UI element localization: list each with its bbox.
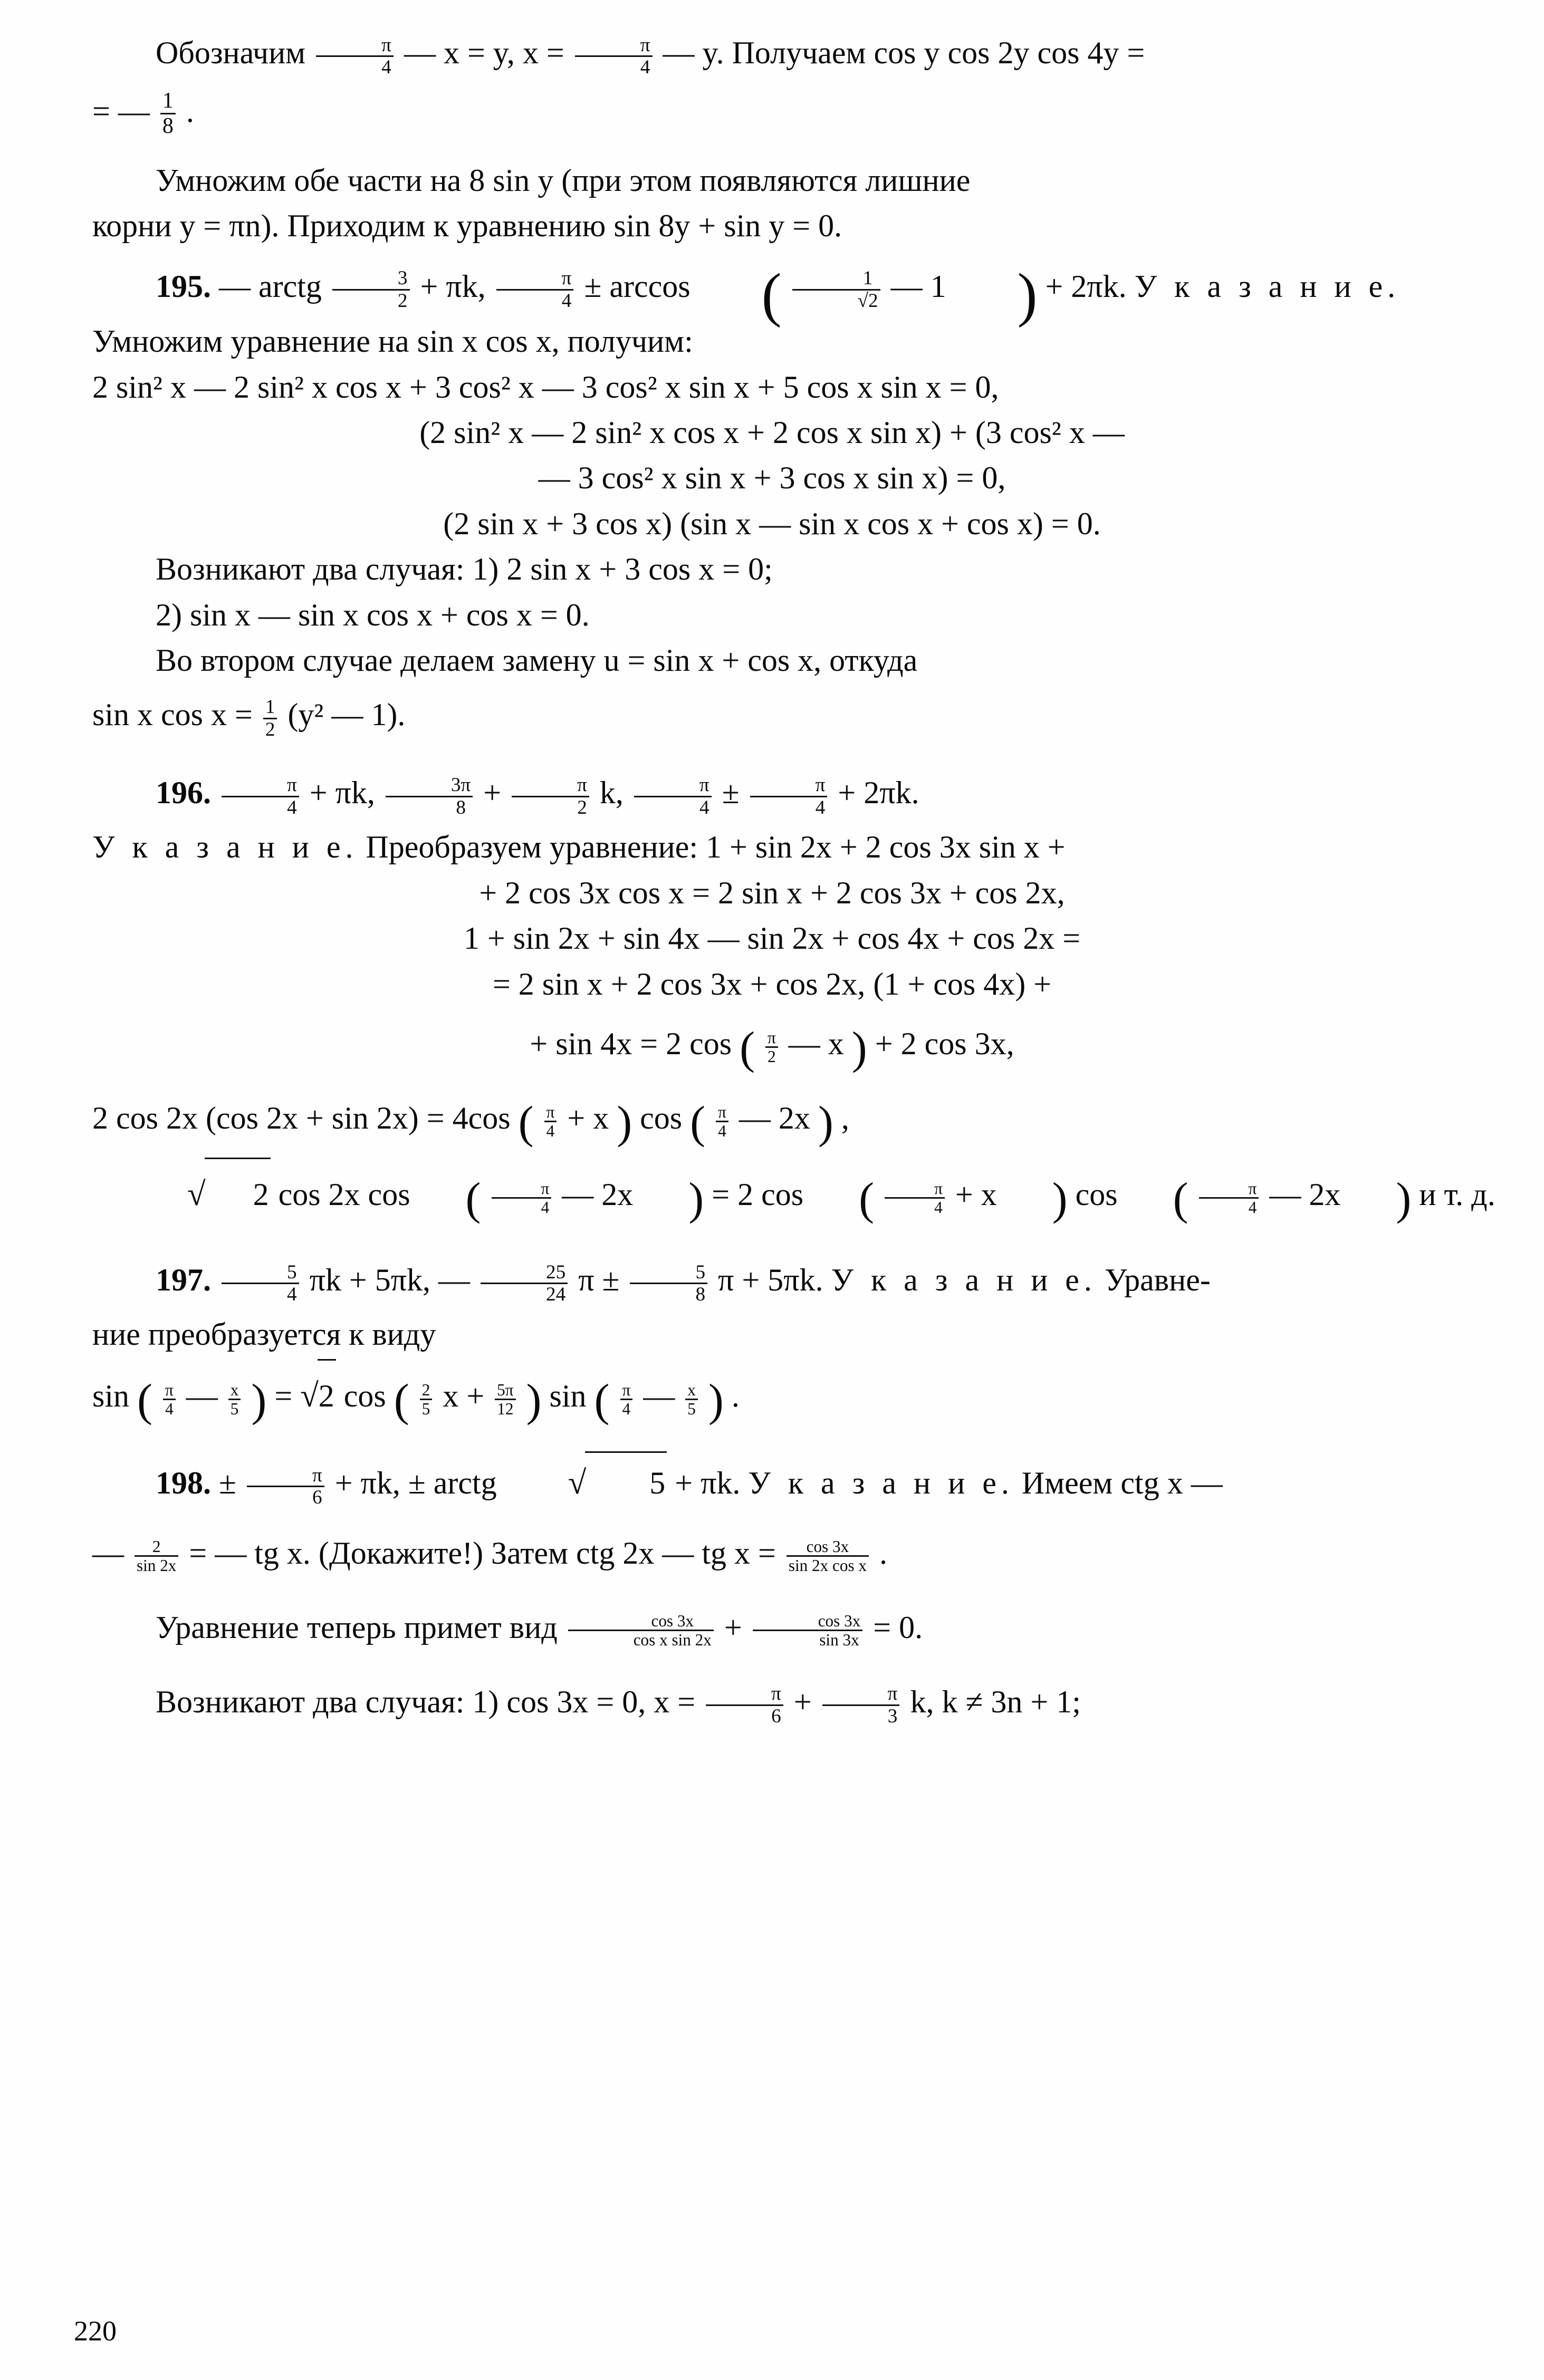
- paren-open: (: [690, 1096, 706, 1148]
- fraction-pi-4-f: [750, 775, 828, 818]
- fraction-one-half: [263, 697, 277, 740]
- text-fragment: Уравнение теперь примет вид: [156, 1610, 558, 1645]
- fraction-denominator: 12: [497, 1400, 514, 1419]
- fraction-numerator: π: [706, 1683, 783, 1705]
- fraction-numerator: π: [163, 1381, 176, 1400]
- equation-195-3: [92, 457, 1452, 499]
- fraction-pi-4-b: [575, 35, 653, 78]
- text-fragment: = — tg x. (Докажите!) Затем ctg 2x — tg x =: [189, 1535, 776, 1570]
- fraction-denominator: 4: [699, 796, 709, 818]
- fraction-denominator: 4: [546, 1121, 555, 1140]
- hint-label-195: У к а з а н и е.: [1134, 268, 1401, 304]
- text-fragment: ± arccos: [584, 268, 691, 304]
- fraction-pi-2-b: [765, 1029, 778, 1065]
- paragraph-intro-1: [92, 32, 1452, 78]
- fraction-numerator: 1: [160, 89, 176, 114]
- text-fragment: πk + 5πk,: [309, 1262, 431, 1297]
- fraction-numerator: π: [822, 1683, 900, 1705]
- answer-number-197: 197.: [156, 1262, 211, 1297]
- equation-196-4: [92, 1008, 1452, 1080]
- fraction-pi-4-i: [492, 1180, 552, 1216]
- text-fragment: — y. Получаем cos y cos 2y cos 4y =: [663, 35, 1145, 70]
- answer-number-196: 196.: [156, 775, 211, 811]
- answer-195: [92, 261, 1452, 328]
- text-fragment: Возникают два случая: 1) cos 3x = 0, x =: [156, 1684, 696, 1719]
- fraction-two-fifths: [420, 1381, 433, 1418]
- fraction-denominator: 2: [265, 718, 275, 740]
- paren-close: ): [526, 1374, 542, 1426]
- fraction-pi-4-c: [496, 268, 574, 311]
- fraction-pi-6-b: [706, 1683, 783, 1727]
- answer-number-198: 198.: [156, 1465, 211, 1500]
- fraction-three-halves: [332, 268, 410, 311]
- fraction-numerator: π: [496, 268, 574, 290]
- fraction-denominator: 4: [718, 1121, 726, 1140]
- fraction-numerator: cos 3x: [787, 1538, 869, 1557]
- sqrt-five: √ 5: [505, 1451, 667, 1515]
- fraction-denominator: 4: [815, 796, 826, 818]
- text-fragment: — 1: [890, 268, 946, 304]
- fraction-five-fourths: [222, 1262, 299, 1305]
- text-fragment: корни y = πn). Приходим к уравнению sin 8y + sin y = 0.: [92, 208, 842, 244]
- text-fragment: + 2πk.: [838, 775, 919, 811]
- fraction-numerator: π: [544, 1103, 557, 1122]
- equation-195-4: [92, 503, 1452, 545]
- fraction-denominator: 2: [397, 290, 408, 312]
- fraction-numerator: 5: [630, 1262, 707, 1284]
- equation-196-2: [92, 917, 1452, 959]
- text-fragment: Имеем ctg x —: [1021, 1465, 1223, 1500]
- text-fragment: π + 5πk.: [718, 1262, 823, 1297]
- text-fragment: (2 sin² x — 2 sin² x cos x + 2 cos x sin x) + (3 cos² x —: [419, 415, 1125, 450]
- text-fragment: —: [186, 1379, 218, 1414]
- text-fragment: (2 sin x + 3 cos x) (sin x — sin x cos x + cos x) = 0.: [443, 506, 1101, 541]
- text-fragment: 2) sin x — sin x cos x + cos x = 0.: [156, 597, 590, 632]
- fraction-denominator: 8: [456, 796, 466, 818]
- equation-195-2: [92, 411, 1452, 454]
- fraction-cos3x-over-sin2xcosx: [787, 1538, 869, 1574]
- text-fragment: Преобразуем уравнение: 1 + sin 2x + 2 cos 3x sin x +: [366, 830, 1066, 865]
- equation-198-2: [92, 1592, 1452, 1663]
- fraction-denominator: 4: [381, 56, 391, 79]
- hint-label-197: У к а з а н и е.: [831, 1262, 1097, 1297]
- equation-196-1: [92, 872, 1452, 914]
- paren-open: (: [518, 1096, 534, 1148]
- fraction-numerator: 1: [792, 268, 880, 290]
- equation-196-6: [92, 1157, 1495, 1232]
- fraction-numerator: 2: [420, 1381, 433, 1400]
- text-fragment: cos 2x cos: [278, 1177, 410, 1212]
- fraction-numerator: 2: [135, 1538, 178, 1557]
- text-fragment: и т. д.: [1419, 1177, 1495, 1212]
- substitution-195-2: [92, 685, 1452, 745]
- text-fragment: +: [724, 1610, 742, 1645]
- text-fragment: π ±: [578, 1262, 620, 1297]
- cases-198: [92, 1666, 1452, 1738]
- paren-open: (: [761, 261, 782, 328]
- fraction-pi-6: [247, 1465, 324, 1508]
- equation-197: [92, 1358, 1452, 1433]
- fraction-denominator: 4: [1248, 1198, 1257, 1217]
- paren-open: (: [594, 1374, 610, 1426]
- fraction-twentyfive-24: [481, 1262, 568, 1305]
- page-number: 220: [74, 2315, 117, 2347]
- fraction-denominator: 4: [287, 1284, 297, 1306]
- paragraph-multiply-2: [92, 205, 1452, 247]
- text-fragment: = 0.: [873, 1610, 923, 1645]
- text-fragment: x +: [443, 1379, 485, 1414]
- paren-close: ): [688, 1173, 704, 1225]
- text-fragment: = —: [92, 93, 150, 129]
- fraction-numerator: π: [575, 35, 653, 57]
- fraction-pi-4-e: [634, 775, 712, 818]
- text-fragment: + x: [567, 1100, 609, 1135]
- fraction-numerator: 1: [263, 697, 277, 719]
- fraction-denominator: 5: [421, 1400, 430, 1419]
- text-fragment: —: [643, 1379, 675, 1414]
- fraction-denominator: 5: [230, 1400, 239, 1419]
- fraction-denominator: 3: [887, 1705, 898, 1727]
- fraction-pi-4-j: [885, 1180, 945, 1216]
- text-fragment: = 2 cos: [712, 1177, 804, 1212]
- text-fragment: Умножим уравнение на sin x cos x, получим:: [92, 324, 693, 359]
- fraction-numerator: π: [492, 1180, 552, 1199]
- answer-number-195: 195.: [156, 268, 211, 304]
- text-fragment: (y² — 1).: [287, 697, 406, 733]
- text-fragment: = 2 sin x + 2 cos 3x + cos 2x, (1 + cos 4x) +: [492, 966, 1052, 1001]
- fraction-pi-4: [316, 35, 394, 78]
- fraction-denominator: √2: [857, 290, 878, 312]
- fraction-pi-4-g: [544, 1103, 557, 1140]
- fraction-denominator: 2: [577, 796, 587, 818]
- text-fragment: .: [731, 1379, 740, 1414]
- fraction-numerator: π: [885, 1180, 945, 1199]
- text-fragment: ±: [722, 775, 740, 811]
- text-fragment: — 2x: [739, 1100, 810, 1135]
- text-fragment: Обозначим: [156, 35, 306, 70]
- paren-close: ): [818, 1096, 833, 1148]
- fraction-pi-4-k: [1199, 1180, 1259, 1216]
- text-fragment: .: [186, 93, 194, 129]
- sqrt-two: √ 2: [140, 1157, 271, 1232]
- text-fragment: Во втором случае делаем замену u = sin x + cos x, откуда: [156, 642, 918, 678]
- equation-196-3: [92, 963, 1452, 1005]
- answer-197: [92, 1250, 1452, 1310]
- text-fragment: 2 cos 2x (cos 2x + sin 2x) = 4cos: [92, 1100, 511, 1135]
- fraction-pi-4-d: [222, 775, 299, 818]
- fraction-five-eighths: [630, 1262, 707, 1305]
- text-fragment: — arctg: [219, 268, 322, 304]
- fraction-denominator: 4: [287, 796, 297, 818]
- text-fragment: ние преобразуется к виду: [92, 1316, 436, 1352]
- text-fragment: cos: [640, 1100, 683, 1135]
- text-fragment: — 3 cos² x sin x + 3 cos x sin x) = 0,: [538, 460, 1006, 496]
- text-fragment: + 2 cos 3x cos x = 2 sin x + 2 cos 3x + cos 2x,: [479, 875, 1065, 910]
- text-fragment: .: [879, 1535, 887, 1570]
- text-fragment: —: [92, 1535, 124, 1570]
- answer-196: [92, 763, 1452, 823]
- fraction-numerator: 25: [481, 1262, 568, 1284]
- text-fragment: +: [483, 775, 502, 811]
- fraction-denominator: 24: [546, 1284, 566, 1306]
- fraction-denominator: 8: [162, 113, 174, 138]
- text-fragment: + πk, ± arctg: [334, 1465, 497, 1500]
- paren-open: (: [740, 1022, 755, 1074]
- text-fragment: sin: [549, 1379, 587, 1414]
- fraction-cos3x-over-cosxsin2x: [568, 1612, 714, 1649]
- paren-close: ): [851, 1022, 867, 1074]
- fraction-numerator: x: [685, 1381, 698, 1400]
- sqrt-two-b: √2: [300, 1358, 336, 1433]
- fraction-numerator: π: [316, 35, 394, 57]
- fraction-denominator: 5: [687, 1400, 696, 1419]
- equation-198-1: [92, 1518, 1452, 1589]
- paren-close: ): [1017, 261, 1038, 328]
- text-fragment: — x: [788, 1026, 844, 1061]
- text-fragment: k,: [599, 775, 624, 811]
- fraction-numerator: 5π: [495, 1381, 515, 1400]
- paren-open: (: [859, 1173, 875, 1225]
- fraction-numerator: π: [512, 775, 589, 797]
- fraction-five-pi-12: [495, 1381, 515, 1418]
- fraction-numerator: 3π: [386, 775, 473, 797]
- fraction-denominator: sin 2x cos x: [788, 1556, 867, 1575]
- fraction-pi-2: [512, 775, 589, 818]
- paren-open: (: [465, 1173, 481, 1225]
- fraction-numerator: cos 3x: [753, 1612, 863, 1631]
- text-fragment: 1 + sin 2x + sin 4x — sin 2x + cos 4x + cos 2x =: [463, 921, 1081, 956]
- equation-196-5: [92, 1083, 1452, 1154]
- fraction-numerator: cos 3x: [568, 1612, 714, 1631]
- paren-close: ): [1052, 1173, 1068, 1225]
- answer-198: [92, 1451, 1452, 1515]
- text-fragment: + sin 4x = 2 cos: [530, 1026, 732, 1061]
- hint-label-198: У к а з а н и е.: [748, 1465, 1014, 1500]
- fraction-denominator: 8: [695, 1284, 706, 1306]
- cases-195-2: [92, 594, 1452, 636]
- equation-195-1: [92, 366, 1452, 408]
- paren-close: ): [708, 1374, 724, 1426]
- text-fragment: =: [274, 1379, 293, 1414]
- paren-open: (: [1173, 1173, 1188, 1225]
- text-fragment: — x = y, x =: [404, 35, 564, 70]
- fraction-pi-3: [822, 1683, 900, 1727]
- hint-196: [92, 826, 1452, 868]
- fraction-x-5: [228, 1381, 241, 1418]
- fraction-x-5-b: [685, 1381, 698, 1418]
- cases-195-1: [92, 548, 1452, 590]
- fraction-pi-4-l: [163, 1381, 176, 1418]
- text-fragment: — 2x: [562, 1177, 634, 1212]
- fraction-one-eighth: [160, 89, 176, 138]
- text-fragment: cos: [1075, 1177, 1118, 1212]
- fraction-denominator: 6: [771, 1705, 781, 1727]
- fraction-one-over-sqrt2: [792, 268, 880, 311]
- fraction-two-over-sin2x: [135, 1538, 178, 1574]
- text-fragment: 2 sin² x — 2 sin² x cos x + 3 cos² x — 3 cos² x sin x + 5 cos x sin x = 0,: [92, 369, 999, 404]
- fraction-denominator: 4: [541, 1198, 550, 1217]
- fraction-numerator: π: [750, 775, 828, 797]
- fraction-denominator: 6: [312, 1487, 322, 1509]
- text-fragment: +: [793, 1684, 812, 1719]
- fraction-numerator: π: [247, 1465, 324, 1487]
- text-fragment: + πk.: [675, 1465, 741, 1500]
- fraction-numerator: 5: [222, 1262, 299, 1284]
- fraction-pi-4-h: [716, 1103, 728, 1140]
- text-fragment: Умножим обе части на 8 sin y (при этом появляются лишние: [156, 162, 971, 198]
- fraction-denominator: sin 3x: [819, 1631, 859, 1650]
- fraction-numerator: x: [228, 1381, 241, 1400]
- fraction-numerator: π: [620, 1381, 633, 1400]
- fraction-denominator: cos x sin 2x: [633, 1631, 712, 1650]
- fraction-denominator: sin 2x: [137, 1556, 177, 1575]
- text-fragment: Возникают два случая: 1) 2 sin x + 3 cos x = 0;: [156, 552, 773, 587]
- fraction-numerator: π: [634, 775, 712, 797]
- hint-label-196: У к а з а н и е.: [92, 830, 358, 865]
- fraction-three-pi-8: [386, 775, 473, 818]
- fraction-denominator: 2: [768, 1047, 776, 1066]
- text-fragment: k, k ≠ 3n + 1;: [910, 1684, 1081, 1719]
- text-fragment: — 2x: [1269, 1177, 1341, 1212]
- fraction-numerator: π: [1199, 1180, 1259, 1199]
- paragraph-intro-2: [92, 81, 1452, 141]
- text-fragment: Уравне-: [1104, 1262, 1211, 1297]
- paren-open: (: [137, 1374, 153, 1426]
- fraction-numerator: π: [716, 1103, 728, 1122]
- text-fragment: cos: [343, 1379, 386, 1414]
- paragraph-multiply-1: [92, 159, 1452, 201]
- fraction-denominator: 4: [622, 1400, 631, 1419]
- fraction-pi-4-m: [620, 1381, 633, 1418]
- fraction-denominator: 4: [934, 1198, 943, 1217]
- text-fragment: ±: [219, 1465, 236, 1500]
- paren-open: (: [394, 1374, 409, 1426]
- text-fragment: ,: [841, 1100, 849, 1135]
- text-fragment: sin x cos x =: [92, 697, 253, 733]
- text-fragment: + 2πk.: [1045, 268, 1127, 304]
- fraction-numerator: π: [222, 775, 299, 797]
- fraction-denominator: 4: [165, 1400, 174, 1419]
- text-fragment: + x: [955, 1177, 997, 1212]
- fraction-numerator: 3: [332, 268, 410, 290]
- fraction-denominator: 4: [561, 290, 572, 312]
- text-fragment: sin: [92, 1379, 130, 1414]
- fraction-denominator: 4: [640, 56, 650, 79]
- hint-197-text: [92, 1313, 1452, 1355]
- paren-close: ): [251, 1374, 267, 1426]
- fraction-numerator: π: [765, 1029, 778, 1048]
- fraction-cos3x-over-sin3x: [753, 1612, 863, 1649]
- paren-close: ): [1396, 1173, 1412, 1225]
- text-fragment: + πk,: [309, 775, 375, 811]
- paren-close: ): [617, 1096, 632, 1148]
- text-fragment: + πk,: [420, 268, 486, 304]
- text-fragment: + 2 cos 3x,: [875, 1026, 1014, 1061]
- text-fragment: —: [438, 1262, 471, 1297]
- substitution-195-1: [92, 639, 1452, 681]
